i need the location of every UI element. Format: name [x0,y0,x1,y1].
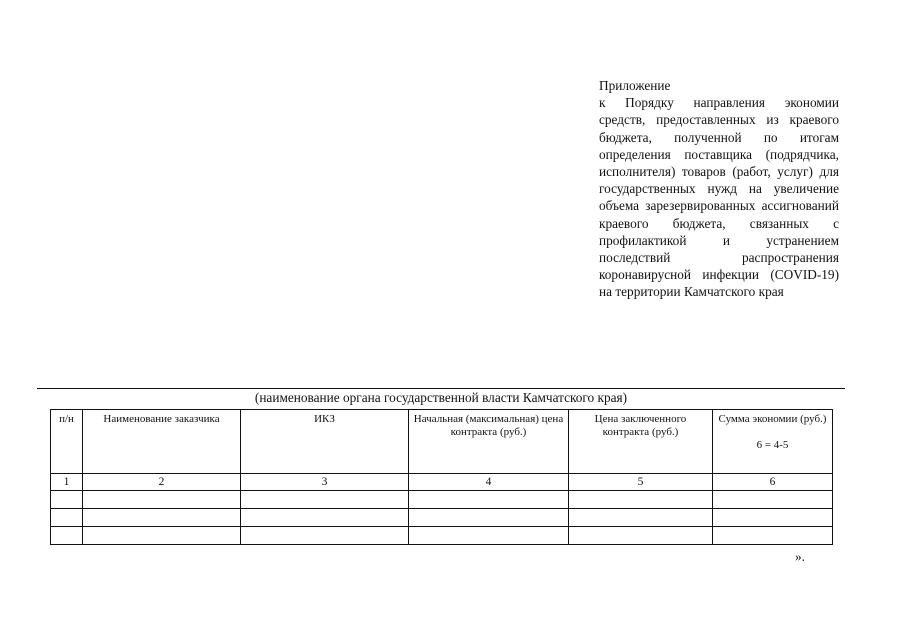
appendix-block [599,77,839,301]
table-row [51,509,833,527]
table-cell [83,509,241,527]
header-contract-price: Цена заключенного контракта (руб.) [569,410,713,474]
table-cell [51,491,83,509]
table-cell [241,527,409,545]
table-cell [569,491,713,509]
table-cell [569,527,713,545]
column-number: 6 [713,474,833,491]
column-number: 3 [241,474,409,491]
table-cell [713,527,833,545]
organ-name-line [37,388,845,389]
header-row-number: п/н [51,410,83,474]
table-cell [409,527,569,545]
table-cell [51,509,83,527]
table-cell [241,509,409,527]
table-cell [713,491,833,509]
table-cell [83,527,241,545]
column-number: 4 [409,474,569,491]
table-cell [569,509,713,527]
table-row [51,491,833,509]
table-row [51,527,833,545]
column-number-row [51,474,833,491]
appendix-heading: Приложение [599,78,671,93]
header-ikz: ИКЗ [241,410,409,474]
column-number: 5 [569,474,713,491]
column-number: 1 [51,474,83,491]
table-cell [713,509,833,527]
organ-caption: (наименование органа государственной власти Камчатского края) [254,390,628,405]
closing-mark: ». [795,549,805,564]
column-number: 2 [83,474,241,491]
table-cell [241,491,409,509]
header-savings-label: Сумма экономии (руб.) [718,413,827,425]
header-savings [713,410,833,474]
table-cell [409,509,569,527]
table-header-row [51,410,833,474]
savings-formula: 6 = 4-5 [756,439,789,452]
header-customer-name: Наименование заказчика [83,410,241,474]
savings-table [50,409,833,545]
table-cell [51,527,83,545]
header-initial-price: Начальная (максимальная) цена контракта (руб.) [409,410,569,474]
appendix-body: к Порядку направления экономии средств, предоставленных из краевого бюджета, полученной по итогам определения поставщика (подрядчика, исполнителя) товаров (работ, услуг) для государственных нужд на увеличение объема зарезервированных ассигнований краевого бюджета, связанных с профилактикой и устранением последствий распространения коронавирусной инфекции (COVID-19) на территории Камчатского края [599,95,839,300]
table-cell [409,491,569,509]
table-cell [83,491,241,509]
